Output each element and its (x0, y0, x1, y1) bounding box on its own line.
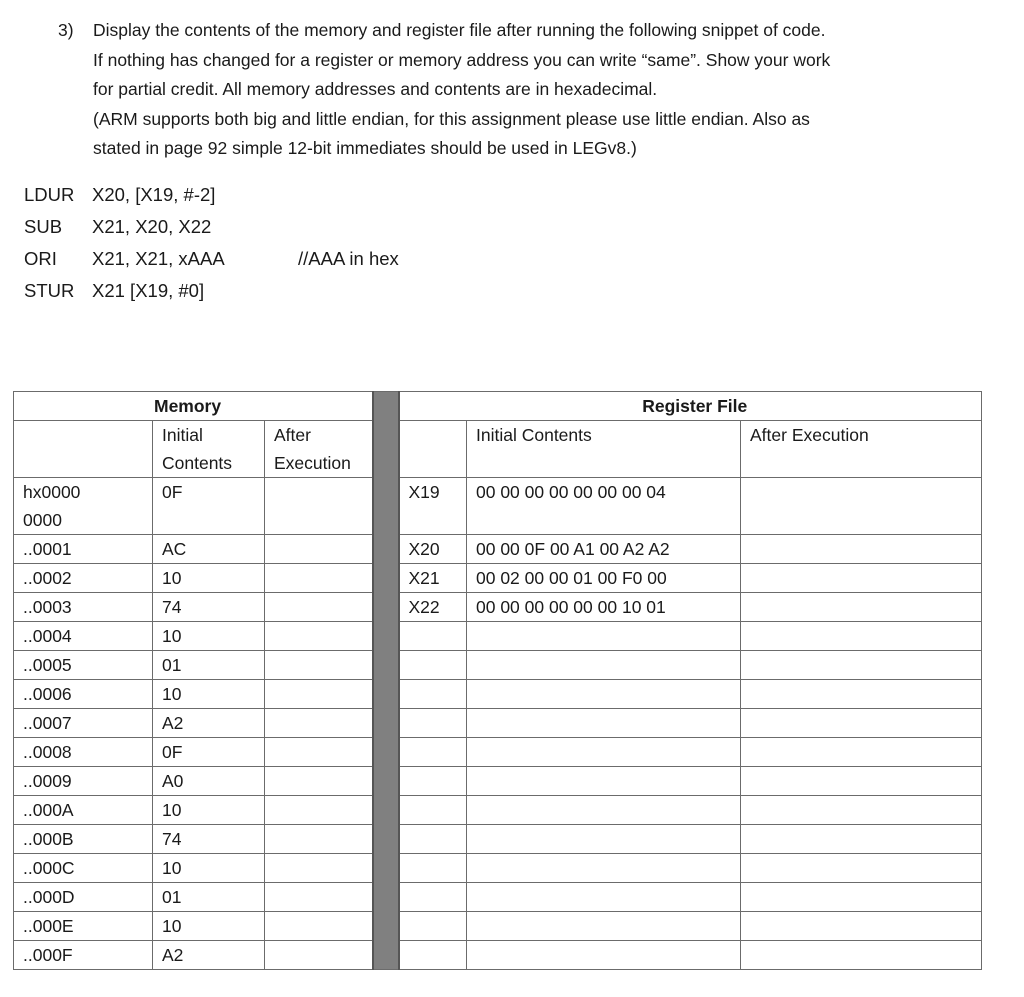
memory-initial-header (153, 421, 265, 478)
memory-initial-value: 10 (153, 912, 265, 941)
register-after-cell[interactable] (741, 796, 982, 825)
table-row (14, 564, 982, 593)
memory-address: ..0002 (14, 564, 153, 593)
memory-address: ..0007 (14, 709, 153, 738)
memory-initial-value: 01 (153, 651, 265, 680)
register-after-cell[interactable] (741, 767, 982, 796)
code-operands: X21, X20, X22 (92, 216, 212, 237)
register-name (399, 883, 467, 912)
memory-address (14, 478, 153, 535)
header-text: Initial (162, 425, 203, 445)
memory-initial-value: 10 (153, 796, 265, 825)
register-initial-value (467, 709, 741, 738)
register-name (399, 854, 467, 883)
register-after-cell[interactable] (741, 912, 982, 941)
register-after-cell[interactable] (741, 941, 982, 970)
table-row (14, 535, 982, 564)
code-opcode: ORI (24, 248, 57, 269)
memory-address: ..0003 (14, 593, 153, 622)
register-name (399, 651, 467, 680)
register-initial-value (467, 941, 741, 970)
question-number: 3) (58, 20, 74, 40)
register-initial-value (467, 796, 741, 825)
register-name (399, 941, 467, 970)
memory-initial-value: AC (153, 535, 265, 564)
table-row (14, 767, 982, 796)
register-name (399, 825, 467, 854)
memory-address: ..0006 (14, 680, 153, 709)
register-initial-header: Initial Contents (467, 421, 741, 478)
memory-initial-value: 01 (153, 883, 265, 912)
memory-title: Memory (14, 392, 373, 421)
register-name: X22 (399, 593, 467, 622)
header-text: Execution (274, 453, 351, 473)
register-name (399, 912, 467, 941)
question-line: Display the contents of the memory and register file after running the following snippet of code. (93, 20, 826, 40)
table-row (14, 883, 982, 912)
table-row (14, 680, 982, 709)
register-initial-value: 00 00 00 00 00 00 10 01 (467, 593, 741, 622)
register-initial-value (467, 854, 741, 883)
register-name (399, 796, 467, 825)
header-text: Contents (162, 453, 233, 473)
memory-after-cell[interactable] (265, 478, 373, 535)
table-row (14, 825, 982, 854)
code-comment: //AAA in hex (298, 248, 399, 269)
register-initial-value (467, 825, 741, 854)
register-name (399, 709, 467, 738)
memory-after-cell[interactable] (265, 535, 373, 564)
register-after-cell[interactable] (741, 593, 982, 622)
memory-initial-value: 10 (153, 854, 265, 883)
memory-address: ..0009 (14, 767, 153, 796)
memory-after-cell[interactable] (265, 680, 373, 709)
register-initial-value (467, 912, 741, 941)
table-row (14, 709, 982, 738)
memory-address: ..000D (14, 883, 153, 912)
memory-address: ..0005 (14, 651, 153, 680)
code-operands: X20, [X19, #-2] (92, 184, 216, 205)
register-initial-value (467, 680, 741, 709)
memory-after-cell[interactable] (265, 738, 373, 767)
memory-after-cell[interactable] (265, 883, 373, 912)
memory-initial-value: 0F (153, 478, 265, 535)
memory-address: ..0004 (14, 622, 153, 651)
register-initial-value (467, 651, 741, 680)
code-opcode: STUR (24, 280, 75, 301)
register-initial-value (467, 738, 741, 767)
table-row (14, 912, 982, 941)
memory-initial-value: 10 (153, 680, 265, 709)
register-initial-value: 00 00 0F 00 A1 00 A2 A2 (467, 535, 741, 564)
question-line: (ARM supports both big and little endian, for this assignment please use little endian. Also as (93, 108, 810, 129)
address-text: hx0000 (23, 482, 81, 502)
memory-after-cell[interactable] (265, 622, 373, 651)
register-name: X19 (399, 478, 467, 535)
register-after-header: After Execution (741, 421, 982, 478)
memory-initial-value: A0 (153, 767, 265, 796)
memory-address: ..000E (14, 912, 153, 941)
table-title-row (14, 392, 982, 421)
register-after-cell[interactable] (741, 680, 982, 709)
table-row (14, 738, 982, 767)
register-name (399, 738, 467, 767)
memory-after-cell[interactable] (265, 564, 373, 593)
memory-address: ..000B (14, 825, 153, 854)
memory-address: ..000A (14, 796, 153, 825)
table-row (14, 854, 982, 883)
memory-address: ..000F (14, 941, 153, 970)
memory-address: ..000C (14, 854, 153, 883)
table-row (14, 593, 982, 622)
memory-after-header (265, 421, 373, 478)
register-name (399, 622, 467, 651)
memory-after-cell[interactable] (265, 709, 373, 738)
memory-initial-value: 10 (153, 622, 265, 651)
code-opcode: LDUR (24, 184, 75, 205)
register-after-cell[interactable] (741, 738, 982, 767)
register-initial-value (467, 767, 741, 796)
memory-address: ..0008 (14, 738, 153, 767)
register-initial-value (467, 622, 741, 651)
register-after-cell[interactable] (741, 883, 982, 912)
address-text: 0000 (23, 510, 62, 530)
header-text: After (274, 425, 311, 445)
register-file-title: Register File (399, 392, 982, 421)
register-name: X20 (399, 535, 467, 564)
memory-register-table (13, 391, 982, 970)
table-header-row (14, 421, 982, 478)
table-row (14, 796, 982, 825)
code-operands: X21 [X19, #0] (92, 280, 205, 301)
register-after-cell[interactable] (741, 478, 982, 535)
memory-initial-value: A2 (153, 941, 265, 970)
register-after-cell[interactable] (741, 854, 982, 883)
register-initial-value: 00 02 00 00 01 00 F0 00 (467, 564, 741, 593)
table-separator (373, 392, 399, 970)
table-row (14, 622, 982, 651)
question-line: stated in page 92 simple 12-bit immediates should be used in LEGv8.) (93, 138, 637, 158)
memory-after-cell[interactable] (265, 854, 373, 883)
memory-address-header (14, 421, 153, 478)
memory-after-cell[interactable] (265, 651, 373, 680)
register-name (399, 680, 467, 709)
register-initial-value (467, 883, 741, 912)
code-opcode: SUB (24, 216, 63, 237)
register-name: X21 (399, 564, 467, 593)
register-after-cell[interactable] (741, 622, 982, 651)
memory-after-cell[interactable] (265, 796, 373, 825)
memory-initial-value: 74 (153, 593, 265, 622)
register-initial-value: 00 00 00 00 00 00 00 04 (467, 478, 741, 535)
memory-initial-value: 0F (153, 738, 265, 767)
memory-after-cell[interactable] (265, 825, 373, 854)
table-row (14, 651, 982, 680)
question-line: If nothing has changed for a register or memory address you can write “same”. Show your work (93, 49, 831, 70)
register-after-cell[interactable] (741, 709, 982, 738)
table-row (14, 941, 982, 970)
memory-initial-value: A2 (153, 709, 265, 738)
memory-address: ..0001 (14, 535, 153, 564)
memory-after-cell[interactable] (265, 912, 373, 941)
question-line: for partial credit. All memory addresses and contents are in hexadecimal. (93, 79, 658, 99)
register-after-cell[interactable] (741, 564, 982, 593)
register-name-header (399, 421, 467, 478)
register-name (399, 767, 467, 796)
register-after-cell[interactable] (741, 651, 982, 680)
register-after-cell[interactable] (741, 535, 982, 564)
table-row (14, 478, 982, 535)
memory-initial-value: 10 (153, 564, 265, 593)
code-operands: X21, X21, xAAA (92, 248, 225, 269)
memory-after-cell[interactable] (265, 767, 373, 796)
memory-after-cell[interactable] (265, 941, 373, 970)
memory-after-cell[interactable] (265, 593, 373, 622)
memory-initial-value: 74 (153, 825, 265, 854)
register-after-cell[interactable] (741, 825, 982, 854)
